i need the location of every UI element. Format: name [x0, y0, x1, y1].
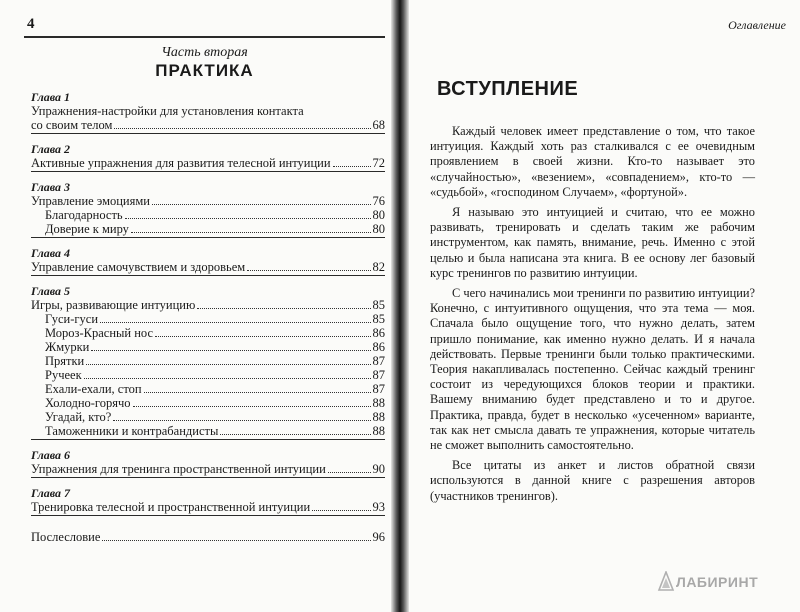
toc-entry-title: Таможенники и контрабандисты	[45, 424, 219, 438]
toc-entry	[31, 462, 385, 476]
toc-chapter-label: Глава 7	[31, 486, 71, 500]
toc-leader-dots	[144, 392, 371, 393]
toc-entry-title: Активные упражнения для развития телесной интуиции	[31, 156, 331, 170]
toc-page-number: 96	[372, 530, 385, 544]
toc-page-number: 86	[372, 340, 385, 354]
toc-leader-dots	[152, 204, 371, 205]
toc-page-number: 88	[372, 410, 385, 424]
toc-leader-dots	[328, 472, 371, 473]
toc-entry	[31, 156, 385, 170]
toc-page-number: 80	[372, 222, 385, 236]
toc-entry-title: Ехали-ехали, стоп	[45, 382, 142, 396]
toc-chapter-rule	[31, 515, 385, 516]
toc-entry	[31, 194, 385, 208]
toc-entry-title: Управление эмоциями	[31, 194, 150, 208]
toc-page-number: 87	[372, 354, 385, 368]
table-of-contents	[31, 90, 385, 552]
toc-entry	[31, 410, 385, 424]
toc-chapter	[31, 180, 385, 238]
toc-page-number: 85	[372, 312, 385, 326]
toc-entry-title: Ручеек	[45, 368, 82, 382]
toc-page-number: 93	[372, 500, 385, 514]
toc-page-number: 87	[372, 382, 385, 396]
toc-page-number: 88	[372, 396, 385, 410]
toc-page-number: 88	[372, 424, 385, 438]
toc-chapter-label: Глава 5	[31, 284, 71, 298]
toc-entry-title: Прятки	[45, 354, 85, 368]
toc-leader-dots	[86, 364, 370, 365]
toc-entry-title: Холодно-горячо	[45, 396, 131, 410]
toc-entry-title: Гуси-гуси	[45, 312, 99, 326]
toc-entry	[31, 208, 385, 222]
toc-page-number: 72	[372, 156, 385, 170]
toc-chapter	[31, 448, 385, 478]
toc-leader-dots	[333, 166, 371, 167]
toc-page-number: 86	[372, 326, 385, 340]
toc-entry-title: Тренировка телесной и пространственной интуиции	[31, 500, 311, 514]
toc-chapter-label: Глава 6	[31, 448, 71, 462]
toc-chapter	[31, 142, 385, 172]
toc-entry	[31, 326, 385, 340]
toc-entry-title: Доверие к миру	[45, 222, 129, 236]
toc-entry	[31, 260, 385, 274]
toc-chapter-rule	[31, 477, 385, 478]
toc-entry-title: со своим телом	[31, 118, 113, 132]
toc-chapter-label: Глава 2	[31, 142, 71, 156]
running-head: Оглавление	[728, 18, 786, 32]
toc-entry	[31, 354, 385, 368]
toc-page-number: 80	[372, 208, 385, 222]
body-paragraph: С чего начинались мои тренинги по развитию интуиции? Конечно, с интуитивного ощущения, что эта тема — моя. Спачала было ощущение того, что нужно делать, затем пришло понимание, как именно нужно делать. И я начала действовать. Первые тренинги были только практическими. Теория накапливалась постепенно. Сейчас каждый тренинг состоит из чередующихся блоков теории и практики. Вашему вниманию будет представлено и то и другое. Практика, правда, будет в несколько «усеченном» варианте, так как нет смысла давать те упражнения, которые читатель не сможет выполнить самостоятельно.	[430, 286, 755, 453]
toc-chapter-rule	[31, 133, 385, 134]
toc-leader-dots	[84, 378, 371, 379]
toc-chapter-rule	[31, 439, 385, 440]
part-label: Часть вторая	[161, 45, 248, 60]
toc-entry	[31, 424, 385, 438]
toc-page-number: 85	[372, 298, 385, 312]
toc-leader-dots	[125, 218, 371, 219]
toc-chapter	[31, 284, 385, 440]
toc-chapter-label: Глава 3	[31, 180, 71, 194]
toc-entry	[31, 500, 385, 514]
toc-page-number: 90	[372, 462, 385, 476]
toc-chapter-rule	[31, 275, 385, 276]
toc-chapter-label: Глава 4	[31, 246, 71, 260]
toc-entry	[31, 298, 385, 312]
toc-chapter	[31, 246, 385, 276]
watermark: ЛАБИРИНТ	[676, 574, 759, 590]
toc-entry	[31, 118, 385, 132]
toc-leader-dots	[312, 510, 370, 511]
toc-leader-dots	[197, 308, 370, 309]
toc-entry-title: Упражнения для тренинга пространственной интуиции	[31, 462, 326, 476]
header-rule	[24, 36, 385, 38]
toc-leader-dots	[133, 406, 371, 407]
toc-leader-dots	[247, 270, 370, 271]
toc-entry-title: Игры, развивающие интуицию	[31, 298, 196, 312]
toc-leader-dots	[91, 350, 370, 351]
toc-entry-title: Благодарность	[45, 208, 123, 222]
toc-chapter	[31, 90, 385, 134]
toc-chapter	[31, 486, 385, 516]
body-text	[430, 124, 755, 509]
toc-leader-dots	[114, 128, 370, 129]
body-paragraph: Я называю это интуицией и считаю, что ее можно развивать, тренировать и сделать таким же рабочим инструментом, как память, внимание, речь. Именно с этой целью и была написана эта книга. В ее основу лег базовый курс тренингов по развитию интуиции.	[430, 205, 755, 280]
toc-entry	[31, 368, 385, 382]
book-gutter	[391, 0, 409, 612]
toc-page-number: 76	[372, 194, 385, 208]
toc-leader-dots	[155, 336, 370, 337]
toc-chapter-rule	[31, 171, 385, 172]
toc-chapter-rule	[31, 237, 385, 238]
toc-entry	[31, 382, 385, 396]
section-title: ВСТУПЛЕНИЕ	[437, 78, 579, 100]
toc-entry-title: Угадай, кто?	[45, 410, 112, 424]
toc-leader-dots	[131, 232, 371, 233]
page-number: 4	[27, 16, 35, 32]
body-paragraph: Все цитаты из анкет и листов обратной связи используются в данной книге с разрешения авторов (участников тренингов).	[430, 458, 755, 503]
toc-entry-title: Упражнения-настройки для установления контакта	[31, 104, 304, 118]
toc-entry-title: Жмурки	[45, 340, 90, 354]
toc-chapter	[31, 530, 385, 544]
toc-entry	[31, 340, 385, 354]
part-title: ПРАКТИКА	[155, 61, 254, 80]
toc-chapter-label: Глава 1	[31, 90, 71, 104]
toc-leader-dots	[100, 322, 370, 323]
toc-page-number: 87	[372, 368, 385, 382]
toc-entry-title: Управление самочувствием и здоровьем	[31, 260, 246, 274]
toc-entry	[31, 222, 385, 236]
toc-entry	[31, 396, 385, 410]
toc-entry-title: Послесловие	[31, 530, 101, 544]
toc-leader-dots	[220, 434, 370, 435]
toc-entry	[31, 312, 385, 326]
toc-leader-dots	[102, 540, 370, 541]
toc-page-number: 82	[372, 260, 385, 274]
toc-leader-dots	[113, 420, 370, 421]
toc-page-number: 68	[372, 118, 385, 132]
toc-entry	[31, 530, 385, 544]
body-paragraph: Каждый человек имеет представление о том, что такое интуиция. Каждый хоть раз сталкивался с ее очевидным проявлением в своей жизни. Кто-то называет это «случайностью», «везением», «совпадением», кто-то — «судьбой», «господином Случаем», «фортуной».	[430, 124, 755, 199]
labirint-logo-icon	[657, 571, 675, 591]
toc-entry-title: Мороз-Красный нос	[45, 326, 154, 340]
